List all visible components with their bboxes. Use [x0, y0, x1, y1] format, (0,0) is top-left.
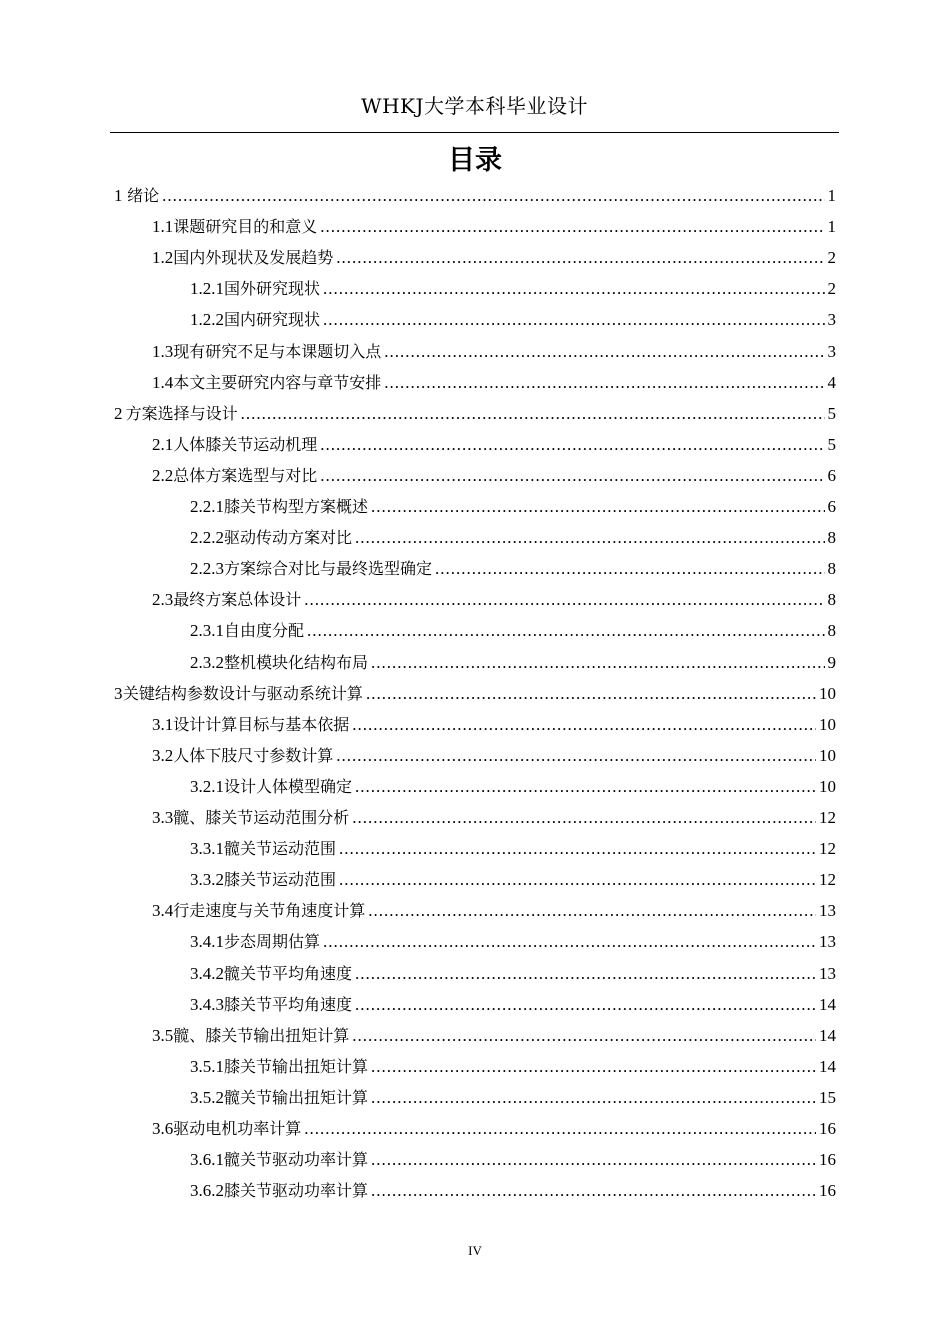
toc-entry[interactable]	[152, 371, 836, 395]
toc-entry-number: 1.2.1	[190, 279, 224, 298]
toc-entry-page: 10	[818, 684, 836, 703]
dot-leader	[355, 526, 824, 550]
dot-leader	[435, 557, 824, 581]
toc-entry-title: 髋关节运动范围	[224, 839, 337, 858]
dot-leader	[241, 402, 825, 426]
dot-leader	[323, 930, 816, 954]
dot-leader	[320, 215, 824, 239]
toc-entry[interactable]	[190, 651, 836, 675]
toc-entry-page: 10	[819, 715, 836, 734]
toc-entry[interactable]	[152, 1117, 836, 1141]
toc-entry[interactable]	[190, 619, 836, 643]
toc-entry-page: 6	[827, 466, 836, 485]
dot-leader	[320, 433, 824, 457]
toc-entry[interactable]	[190, 557, 836, 581]
dot-leader	[371, 1055, 816, 1079]
dot-leader	[384, 371, 824, 395]
toc-entry-page: 14	[819, 995, 836, 1014]
toc-entry-number: 2.2.2	[190, 528, 224, 547]
toc-entry-page: 13	[819, 964, 836, 983]
toc-entry-number: 3.3.2	[190, 870, 224, 889]
dot-leader	[336, 246, 824, 270]
dot-leader	[366, 682, 816, 706]
toc-entry-page: 14	[819, 1026, 836, 1045]
dot-leader	[352, 713, 816, 737]
page-number: IV	[468, 1243, 482, 1258]
toc-entry-title: 膝关节输出扭矩计算	[224, 1057, 369, 1076]
toc-entry-number: 1.1	[152, 217, 174, 236]
toc-entry-number: 3	[114, 684, 123, 703]
toc-entry-title: 膝关节构型方案概述	[224, 497, 369, 516]
toc-entry-number: 3.3.1	[190, 839, 224, 858]
toc-entry-title: 膝关节驱动功率计算	[224, 1181, 369, 1200]
toc-entry-title: 设计计算目标与基本依据	[173, 715, 350, 734]
toc-entry[interactable]	[152, 1024, 836, 1048]
toc-entry-title: 髋关节输出扭矩计算	[224, 1088, 369, 1107]
dot-leader	[355, 962, 816, 986]
toc-entry-number: 1.2.2	[190, 310, 224, 329]
toc-entry-number: 3.6	[152, 1119, 174, 1138]
toc-entry-number: 1.3	[152, 342, 174, 361]
toc-entry[interactable]	[190, 993, 836, 1017]
toc-entry-number: 2.3	[152, 590, 174, 609]
toc-entry-title: 人体下肢尺寸参数计算	[173, 746, 334, 765]
dot-leader	[323, 277, 824, 301]
toc-entry-title: 方案综合对比与最终选型确定	[224, 559, 433, 578]
toc-entry-number: 3.1	[152, 715, 174, 734]
toc-entry-title: 方案选择与设计	[125, 404, 238, 423]
toc-entry-page: 10	[819, 777, 836, 796]
dot-leader	[352, 1024, 816, 1048]
dot-leader	[371, 495, 824, 519]
toc-entry-page: 3	[827, 342, 836, 361]
toc-entry-number: 1	[114, 186, 123, 205]
dot-leader	[368, 899, 816, 923]
dot-leader	[304, 588, 824, 612]
dot-leader	[162, 184, 824, 208]
toc-entry-number: 2.1	[152, 435, 174, 454]
toc-entry[interactable]	[152, 588, 836, 612]
dot-leader	[384, 340, 824, 364]
toc-entry-title: 国外研究现状	[224, 279, 321, 298]
toc-entry[interactable]	[152, 246, 836, 270]
toc-entry[interactable]	[152, 744, 836, 768]
toc-entry[interactable]	[152, 806, 836, 830]
toc-entry-page: 16	[819, 1150, 836, 1169]
toc-entry-title: 绪论	[127, 186, 160, 205]
toc-entry-number: 2.2.3	[190, 559, 224, 578]
dot-leader	[339, 837, 816, 861]
toc-entry[interactable]	[190, 930, 836, 954]
toc-entry-number: 2.3.2	[190, 653, 224, 672]
toc-entry[interactable]	[190, 495, 836, 519]
toc-entry-title: 课题研究目的和意义	[173, 217, 318, 236]
toc-entry[interactable]	[190, 775, 836, 799]
toc-entry[interactable]	[190, 308, 836, 332]
toc-entry[interactable]	[114, 184, 836, 208]
toc-entry-page: 2	[827, 248, 836, 267]
toc-entry-page: 16	[819, 1119, 836, 1138]
toc-entry-page: 6	[827, 497, 836, 516]
toc-entry-number: 2	[114, 404, 123, 423]
dot-leader	[371, 1148, 816, 1172]
toc-entry[interactable]	[114, 402, 836, 426]
toc-entry-page: 5	[827, 404, 836, 423]
dot-leader	[371, 651, 824, 675]
toc-entry-page: 8	[827, 559, 836, 578]
dot-leader	[352, 806, 816, 830]
toc-entry-page: 1	[827, 186, 836, 205]
toc-entry-number: 2.3.1	[190, 621, 224, 640]
toc-entry-page: 15	[819, 1088, 836, 1107]
toc-entry[interactable]	[152, 713, 836, 737]
toc-entry[interactable]	[190, 1179, 836, 1203]
dot-leader	[371, 1086, 816, 1110]
dot-leader	[371, 1179, 816, 1203]
toc-entry-title: 现有研究不足与本课题切入点	[173, 342, 382, 361]
toc-entry[interactable]	[190, 1086, 836, 1110]
dot-leader	[304, 1117, 816, 1141]
toc-entry[interactable]	[114, 682, 836, 706]
toc-entry-title: 总体方案选型与对比	[173, 466, 318, 485]
toc-entry-page: 8	[827, 528, 836, 547]
toc-entry-number: 3.4	[152, 901, 174, 920]
toc-entry-number: 3.5.2	[190, 1088, 224, 1107]
toc-entry[interactable]	[152, 215, 836, 239]
toc-entry-page: 14	[819, 1057, 836, 1076]
toc-entry[interactable]	[190, 1055, 836, 1079]
toc-entry-number: 3.4.2	[190, 964, 224, 983]
toc-entry-title: 人体膝关节运动机理	[173, 435, 318, 454]
toc-entry-title: 髋关节平均角速度	[224, 964, 353, 983]
toc-entry[interactable]	[190, 526, 836, 550]
toc-entry-title: 设计人体模型确定	[224, 777, 353, 796]
toc-entry-number: 3.5	[152, 1026, 174, 1045]
toc-entry[interactable]	[152, 340, 836, 364]
toc-entry-page: 4	[827, 373, 836, 392]
dot-leader	[323, 308, 824, 332]
dot-leader	[320, 464, 824, 488]
toc-entry-page: 13	[819, 932, 836, 951]
toc-entry-title: 国内外现状及发展趋势	[173, 248, 334, 267]
toc-entry-page: 5	[827, 435, 836, 454]
dot-leader	[355, 775, 816, 799]
dot-leader	[339, 868, 816, 892]
toc-entry-number: 3.4.1	[190, 932, 224, 951]
toc-entry-number: 3.3	[152, 808, 174, 827]
toc-entry-title: 膝关节平均角速度	[224, 995, 353, 1014]
toc-entry-title: 行走速度与关节角速度计算	[173, 901, 366, 920]
toc-entry-number: 1.2	[152, 248, 174, 267]
dot-leader	[355, 993, 816, 1017]
toc-entry-title: 自由度分配	[224, 621, 305, 640]
toc-entry[interactable]	[152, 433, 836, 457]
toc-entry-title: 本文主要研究内容与章节安排	[173, 373, 382, 392]
dot-leader	[307, 619, 824, 643]
toc-entry-title: 髋、膝关节运动范围分析	[173, 808, 350, 827]
toc-entry-title: 髋关节驱动功率计算	[224, 1150, 369, 1169]
toc-entry-title: 驱动传动方案对比	[224, 528, 353, 547]
toc-entry[interactable]	[152, 899, 836, 923]
toc-entry[interactable]	[190, 962, 836, 986]
dot-leader	[336, 744, 816, 768]
toc-entry-number: 3.2	[152, 746, 174, 765]
toc-entry-number: 3.5.1	[190, 1057, 224, 1076]
toc-entry-page: 8	[827, 621, 836, 640]
toc-entry[interactable]	[190, 868, 836, 892]
toc-entry-page: 3	[827, 310, 836, 329]
toc-entry-title: 步态周期估算	[224, 932, 321, 951]
toc-entry-page: 12	[819, 839, 836, 858]
toc-entry[interactable]	[152, 464, 836, 488]
toc-entry[interactable]	[190, 1148, 836, 1172]
toc-entry-number: 3.4.3	[190, 995, 224, 1014]
toc-entry-title: 国内研究现状	[224, 310, 321, 329]
toc-title: 目录	[448, 145, 502, 176]
toc-entry-page: 9	[827, 653, 836, 672]
running-header: WHKJ大学本科毕业设计	[361, 94, 588, 118]
toc-entry-number: 3.2.1	[190, 777, 224, 796]
toc-entry-title: 驱动电机功率计算	[173, 1119, 302, 1138]
toc-entry-title: 最终方案总体设计	[173, 590, 302, 609]
toc-entry-page: 10	[819, 746, 836, 765]
toc-entry-page: 2	[827, 279, 836, 298]
toc-entry-title: 整机模块化结构布局	[224, 653, 369, 672]
toc-entry-title: 髋、膝关节输出扭矩计算	[173, 1026, 350, 1045]
toc-entry-title: 关键结构参数设计与驱动系统计算	[122, 684, 363, 703]
toc-entry-page: 16	[819, 1181, 836, 1200]
toc-entry-page: 12	[819, 808, 836, 827]
toc-entry-page: 1	[827, 217, 836, 236]
toc-entry[interactable]	[190, 277, 836, 301]
toc-entry[interactable]	[190, 837, 836, 861]
toc-entry-number: 2.2	[152, 466, 174, 485]
toc-entry-page: 8	[827, 590, 836, 609]
toc-entry-number: 2.2.1	[190, 497, 224, 516]
toc-entry-page: 13	[819, 901, 836, 920]
toc-entry-title: 膝关节运动范围	[224, 870, 337, 889]
header-rule	[110, 132, 839, 133]
toc-entry-page: 12	[819, 870, 836, 889]
toc-entry-number: 1.4	[152, 373, 174, 392]
toc-entry-number: 3.6.2	[190, 1181, 224, 1200]
toc-entry-number: 3.6.1	[190, 1150, 224, 1169]
